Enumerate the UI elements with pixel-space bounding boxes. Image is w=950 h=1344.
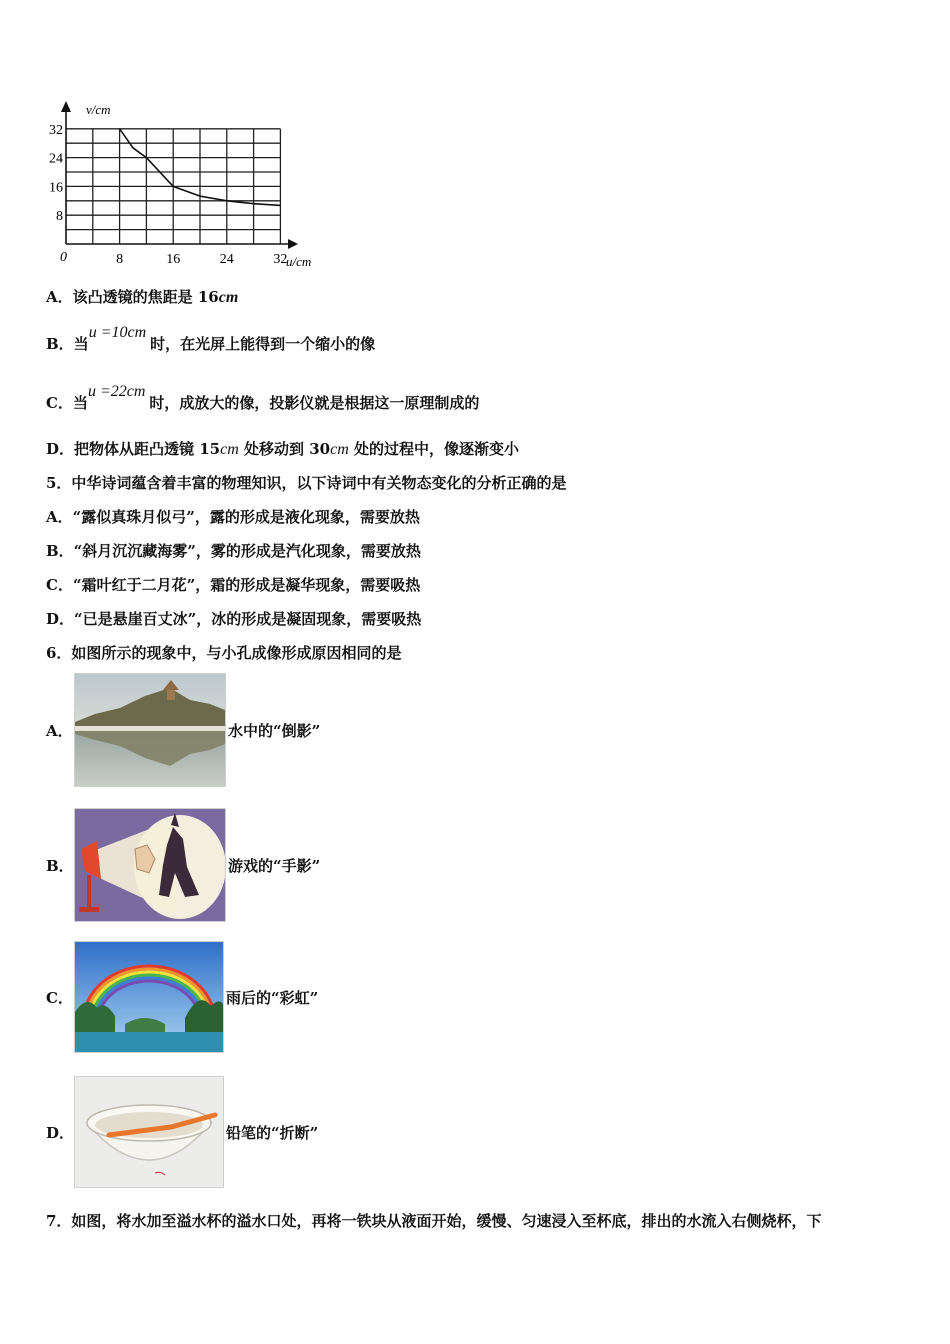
x-tick-label: 16 (166, 252, 181, 267)
y-tick-label: 32 (49, 122, 63, 138)
hand-shadow-photo (74, 808, 226, 922)
reflection-photo (74, 673, 226, 787)
x-axis-arrow (288, 239, 298, 249)
y-axis-arrow (61, 101, 71, 112)
q6-option-c: C． 雨后的“彩虹” (46, 941, 318, 1053)
q6-option-a: A． 水中的“倒影” (46, 673, 320, 787)
x-tick-label: 24 (219, 252, 234, 267)
y-axis-label: v/cm (86, 102, 111, 117)
q5-option-c: C．“霜叶红于二月花”，霜的形成是凝华现象，需要吸热 (46, 576, 421, 594)
q6-stem: 6．如图所示的现象中，与小孔成像形成原因相同的是 (46, 644, 402, 662)
q7-stem: 7．如图，将水加至溢水杯的溢水口处，再将一铁块从液面开始，缓慢、匀速浸入至杯底，排出的水流入右侧烧杯，下 (46, 1212, 822, 1230)
q5-option-d: D．“已是悬崖百丈冰”，冰的形成是凝固现象，需要吸热 (46, 610, 422, 628)
q5-option-a: A．“露似真珠月似弓”，露的形成是液化现象，需要放热 (46, 508, 420, 526)
q4-option-d: D．把物体从距凸透镜 15cm 处移动到 30cm 处的过程中，像逐渐变小 (46, 440, 519, 458)
origin-label: 0 (60, 250, 67, 265)
q6-option-d: D． 铅笔的“折断” (46, 1076, 318, 1188)
x-tick-label: 32 (273, 252, 288, 267)
pencil-bowl-photo (74, 1076, 224, 1188)
x-tick-label: 8 (116, 252, 124, 267)
q4-option-b: B．当u =10cm时，在光屏上能得到一个缩小的像 (46, 324, 376, 353)
q4-option-a: A．该凸透镜的焦距是 16cm (46, 288, 239, 306)
q5-option-b: B．“斜月沉沉藏海雾”，雾的形成是汽化现象，需要放热 (46, 542, 421, 560)
v-u-graph (40, 98, 330, 273)
q6-option-b: B． 游戏的“手影” (46, 808, 320, 922)
x-axis-label: u/cm (286, 254, 312, 269)
y-tick-label: 16 (49, 180, 63, 196)
math-formula: u =22cm (87, 383, 146, 400)
rainbow-photo (74, 941, 224, 1053)
q4-option-c: C．当u =22cm时，成放大的像，投影仪就是根据这一原理制成的 (46, 383, 480, 412)
y-tick-label: 24 (49, 151, 63, 167)
q5-stem: 5．中华诗词蕴含着丰富的物理知识，以下诗词中有关物态变化的分析正确的是 (46, 474, 567, 492)
y-tick-label: 8 (56, 209, 63, 225)
math-formula: u =10cm (88, 324, 147, 341)
